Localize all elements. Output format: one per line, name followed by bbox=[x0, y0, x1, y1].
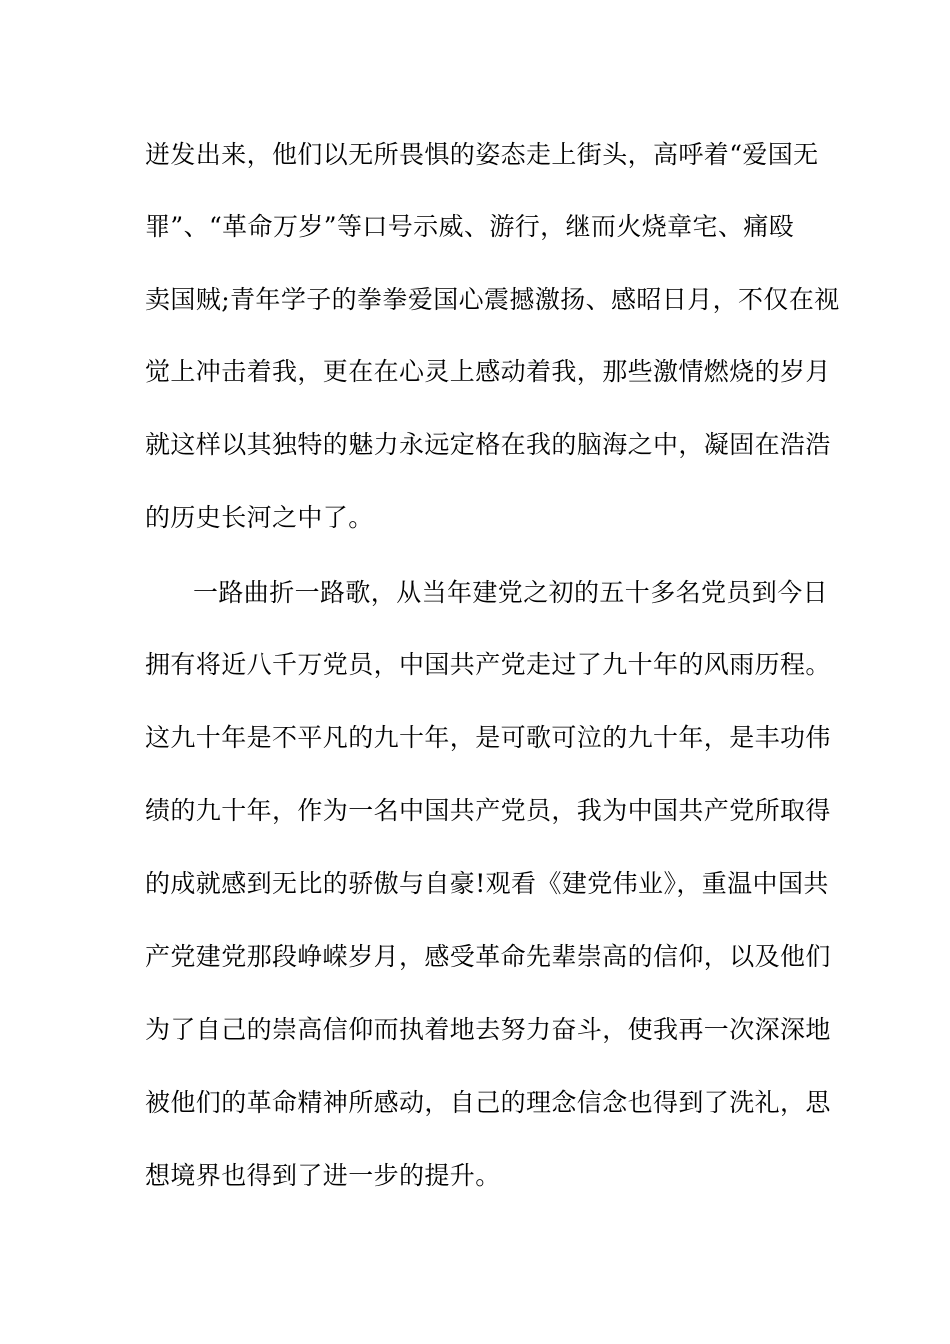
paragraph-line: 卖国贼;青年学子的拳拳爱国心震撼激扬、感昭日月，不仅在视 bbox=[145, 285, 840, 314]
paragraph-line: 产党建党那段峥嵘岁月，感受革命先辈崇高的信仰，以及他们 bbox=[145, 942, 831, 971]
paragraph-line: 罪”、“革命万岁”等口号示威、游行，继而火烧章宅、痛殴 bbox=[145, 212, 795, 241]
paragraph-line: 迸发出来，他们以无所畏惧的姿态走上街头，高呼着“爱国无 bbox=[145, 140, 819, 169]
paragraph-line: 这九十年是不平凡的九十年，是可歌可泣的九十年，是丰功伟 bbox=[145, 723, 831, 752]
paragraph-line: 为了自己的崇高信仰而执着地去努力奋斗，使我再一次深深地 bbox=[145, 1015, 831, 1044]
paragraph-line: 想境界也得到了进一步的提升。 bbox=[145, 1161, 501, 1190]
paragraph-line: 被他们的革命精神所感动，自己的理念信念也得到了洗礼，思 bbox=[145, 1088, 831, 1117]
paragraph-line: 就这样以其独特的魅力永远定格在我的脑海之中，凝固在浩浩 bbox=[145, 430, 831, 459]
paragraph-line: 绩的九十年，作为一名中国共产党员，我为中国共产党所取得 bbox=[145, 796, 831, 825]
paragraph-line: 拥有将近八千万党员，中国共产党走过了九十年的风雨历程。 bbox=[145, 650, 831, 679]
paragraph-line: 觉上冲击着我，更在在心灵上感动着我，那些激情燃烧的岁月 bbox=[145, 357, 831, 386]
paragraph-line: 一路曲折一路歌，从当年建党之初的五十多名党员到今日 bbox=[193, 578, 829, 607]
paragraph-line: 的成就感到无比的骄傲与自豪!观看《建党伟业》，重温中国共 bbox=[145, 869, 829, 898]
paragraph-line: 的历史长河之中了。 bbox=[145, 503, 374, 532]
